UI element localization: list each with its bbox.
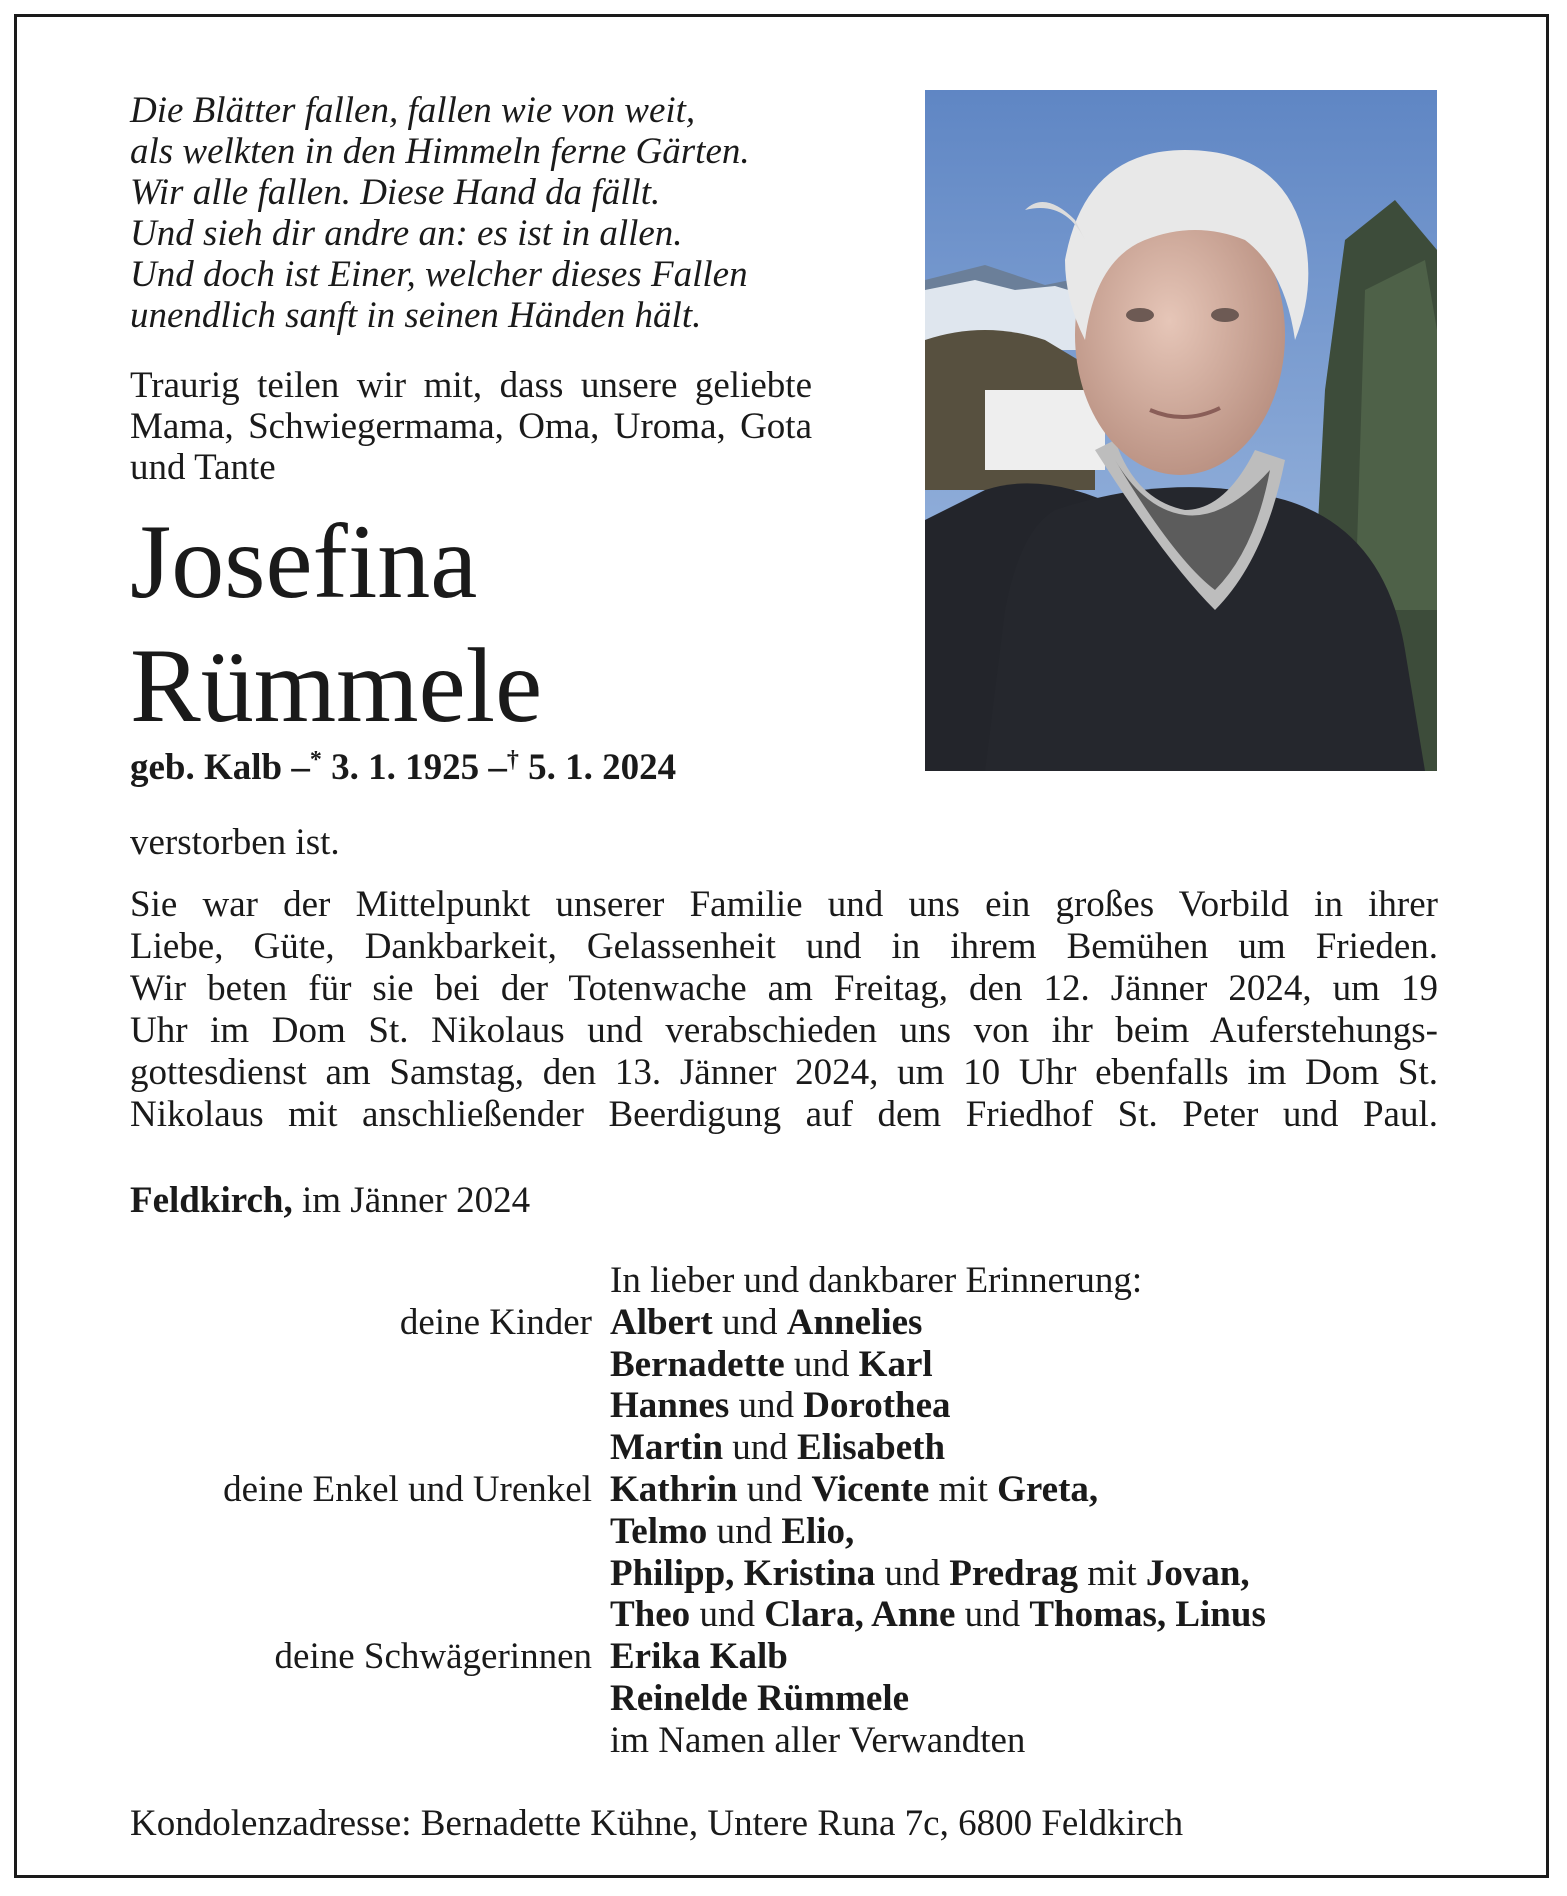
deceased-name	[130, 500, 542, 748]
poem-line: Und doch ist Einer, welcher dieses Fallen	[130, 254, 748, 295]
mourner-line: Theo und Clara, Anne und Thomas, Linus	[610, 1594, 1266, 1636]
mourners-list	[130, 1260, 1450, 1762]
mourner-line: Kathrin und Vicente mit Greta,	[610, 1468, 1099, 1510]
schwaegerinnen-label: deine Schwägerinnen	[274, 1636, 592, 1678]
body-line: Nikolaus mit anschließender Beerdigung auf dem Friedhof St. Peter und Paul.	[130, 1094, 1438, 1135]
kinder-label: deine Kinder	[399, 1301, 592, 1343]
place-city: Feldkirch,	[130, 1180, 293, 1221]
obituary-body	[130, 884, 1438, 1136]
poem-line: Wir alle fallen. Diese Hand da fällt.	[130, 172, 661, 213]
place-date: im Jänner 2024	[302, 1180, 531, 1221]
poem-line: unendlich sanft in seinen Händen hält.	[130, 295, 702, 336]
portrait-photo	[925, 90, 1437, 771]
intro-text: Traurig teilen wir mit, dass unsere geliebte Mama, Schwiegermama, Oma, Uroma, Gota und Tante	[130, 365, 812, 488]
mourners-closing: im Namen aller Verwandten	[610, 1719, 1026, 1761]
poem-line: als welkten in den Himmeln ferne Gärten.	[130, 131, 750, 172]
life-dates: geb. Kalb –* 3. 1. 1925 –† 5. 1. 2024	[130, 747, 677, 788]
mourner-line: Bernadette und Karl	[610, 1343, 933, 1385]
enkel-label: deine Enkel und Urenkel	[223, 1468, 592, 1510]
passed-away-text: verstorben ist.	[130, 822, 340, 863]
deceased-last-name: Rümmele	[130, 627, 543, 744]
mourners-heading: In lieber und dankbarer Erinnerung:	[610, 1260, 1143, 1301]
poem-line: Und sieh dir andre an: es ist in allen.	[130, 213, 683, 254]
death-date: 5. 1. 2024	[528, 747, 677, 788]
place-and-date	[130, 1180, 530, 1221]
condolence-address: Kondolenzadresse: Bernadette Kühne, Untere Runa 7c, 6800 Feldkirch	[130, 1803, 1184, 1844]
body-line: Uhr im Dom St. Nikolaus und verabschieden uns von ihr beim Auferstehungs-	[130, 1010, 1438, 1051]
mourner-line: Reinelde Rümmele	[610, 1677, 910, 1719]
death-symbol: †	[506, 747, 519, 773]
body-line: Sie war der Mittelpunkt unserer Familie und uns ein großes Vorbild in ihrer	[130, 884, 1438, 925]
body-line: gottesdienst am Samstag, den 13. Jänner 2024, um 10 Uhr ebenfalls im Dom St.	[130, 1052, 1438, 1093]
mourner-line: Erika Kalb	[610, 1636, 788, 1678]
poem	[130, 90, 830, 336]
mourner-line: Martin und Elisabeth	[610, 1427, 946, 1469]
birth-symbol: *	[309, 747, 322, 773]
birth-date: 3. 1. 1925	[331, 747, 480, 788]
mourner-line: Philipp, Kristina und Predrag mit Jovan,	[610, 1552, 1250, 1594]
birth-name: geb. Kalb	[130, 747, 283, 788]
mourner-line: Hannes und Dorothea	[610, 1385, 951, 1427]
body-line: Wir beten für sie bei der Totenwache am Freitag, den 12. Jänner 2024, um 19	[130, 968, 1438, 1009]
body-line: Liebe, Güte, Dankbarkeit, Gelassenheit und in ihrem Bemühen um Frieden.	[130, 926, 1438, 967]
poem-line: Die Blätter fallen, fallen wie von weit,	[130, 90, 696, 131]
mourner-line: Albert und Annelies	[610, 1301, 923, 1343]
mourner-line: Telmo und Elio,	[610, 1510, 855, 1552]
deceased-first-name: Josefina	[130, 503, 478, 620]
